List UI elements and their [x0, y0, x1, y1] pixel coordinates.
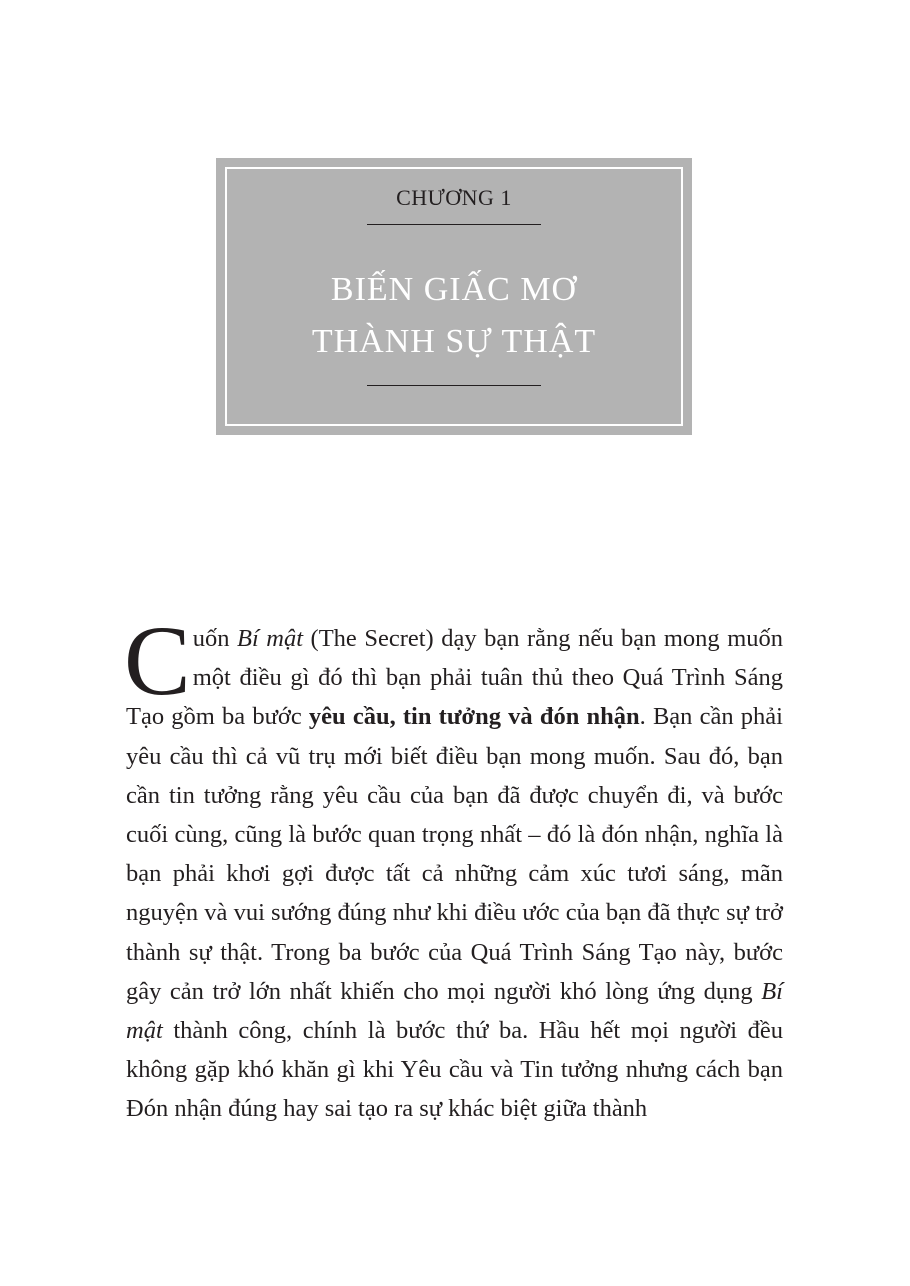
chapter-heading-box — [216, 158, 692, 435]
divider-top — [367, 224, 541, 225]
chapter-number: CHƯƠNG 1 — [396, 185, 512, 210]
chapter-title-line-2: THÀNH SỰ THẬT — [311, 323, 597, 360]
drop-cap: C — [124, 605, 191, 716]
text-segment: uốn — [192, 625, 237, 652]
body-paragraph — [124, 605, 784, 1129]
chapter-title — [216, 264, 692, 368]
book-title-italic: Bí mật — [236, 625, 304, 652]
bold-steps: yêu cầu, tin tưởng và đón nhận — [308, 703, 640, 731]
book-title-italic: Bí mật — [126, 977, 783, 1045]
chapter-title-line-1: BIẾN GIẤC MƠ — [330, 271, 578, 308]
text-segment: . Bạn cần phải yêu cầu thì cả vũ trụ mới biết điều bạn mong muốn. Sau đó, bạn cần tin tưởng rằng yêu cầu của bạn đã được chuyển đi, và bước cuối cùng, cũng là bước quan trọng nhất – đó là đón nhận, nghĩa là bạn phải khơi gợi được tất cả những cảm xúc tươi sáng, mãn nguyện và vui sướng đúng như khi điều ước của bạn đã thực sự trở thành sự thật. Trong ba bước của Quá Trình Sáng Tạo này, bước gây cản trở lớn nhất khiến cho mọi người khó lòng ứng dụng — [126, 703, 783, 1005]
text-segment: thành công, chính là bước thứ ba. Hầu hết mọi người đều không gặp khó khăn gì khi Yêu cầu và Tin tưởng nhưng cách bạn Đón nhận đúng hay sai tạo ra sự khác biệt giữa thành — [126, 1017, 783, 1123]
divider-bottom — [367, 385, 541, 386]
text-segment: (The Secret) dạy bạn rằng nếu bạn mong muốn một điều gì đó thì bạn phải tuân thủ theo Quá Trình Sáng Tạo gồm ba bước — [126, 625, 784, 731]
